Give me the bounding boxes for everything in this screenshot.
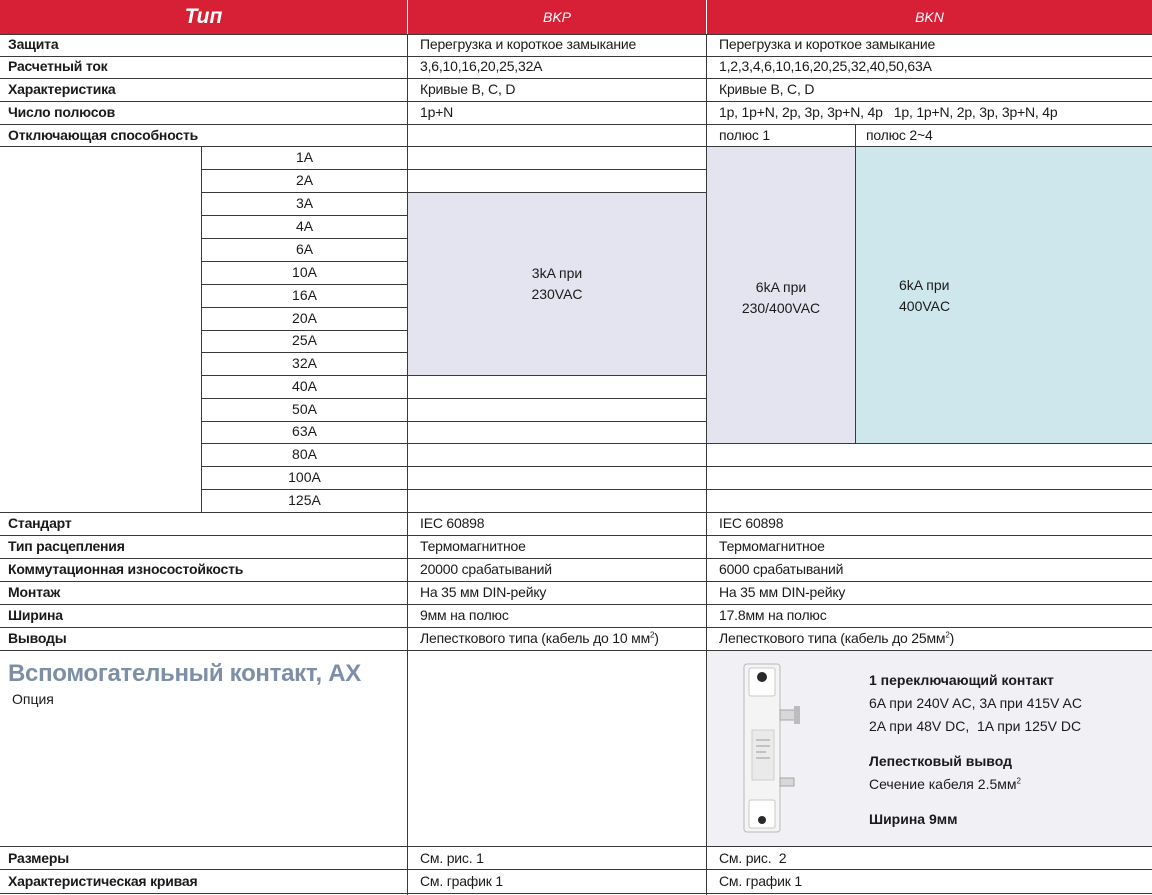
amp-label: 4A: [295, 218, 314, 234]
row-divider: [0, 869, 1152, 870]
amp-label: 2A: [295, 172, 314, 188]
header-type-label: Тип: [184, 5, 223, 28]
bkn-characteristic: Кривые B, C, D: [719, 81, 815, 97]
aux-line4: Лепестковый вывод: [869, 753, 1012, 769]
amp-label: 3A: [295, 195, 314, 211]
bkn-pole1-line1: 6kA при: [755, 279, 807, 295]
row-label-terminals: Выводы: [8, 630, 67, 646]
bkn-mounting: На 35 мм DIN-рейку: [719, 584, 846, 600]
aux-line5-sup: 2: [1016, 776, 1021, 786]
amp-label: 80A: [292, 446, 317, 462]
aux-line1: 1 переключающий контакт: [869, 672, 1054, 688]
row-label-standard: Стандарт: [8, 515, 72, 531]
row-divider: [201, 375, 707, 376]
row-label-rated-current: Расчетный ток: [8, 58, 108, 74]
bkn-terminals-close: ): [949, 630, 955, 646]
amp-label: 63A: [292, 423, 317, 439]
header-type-cell: [0, 0, 407, 34]
bkn-standard: IEC 60898: [719, 515, 784, 531]
bkp-mounting: На 35 мм DIN-рейку: [420, 584, 547, 600]
row-divider: [0, 34, 1152, 35]
col-divider: [407, 34, 408, 895]
row-label-protection: Защита: [8, 36, 59, 52]
row-divider: [201, 398, 707, 399]
row-divider: [201, 169, 707, 170]
amp-label: 100A: [288, 469, 321, 485]
row-divider: [201, 284, 408, 285]
bkn-pole2-line2: 400VAC: [899, 298, 951, 314]
amp-label: 10A: [292, 264, 317, 280]
aux-subtitle: Опция: [12, 691, 54, 707]
row-divider: [0, 893, 1152, 894]
bkp-terminals-sup: 2: [650, 630, 655, 640]
bkp-breaking-line1: 3kA при: [531, 265, 583, 281]
bkp-breaking-line2: 230VAC: [531, 286, 583, 302]
bkn-endurance: 6000 срабатываний: [719, 561, 844, 577]
row-label-breaking-capacity: Отключающая способность: [8, 127, 199, 143]
row-divider: [201, 489, 1152, 490]
row-label-trip-type: Тип расцепления: [8, 538, 125, 554]
row-divider: [201, 330, 408, 331]
bkp-characteristic: Кривые B, C, D: [420, 81, 516, 97]
row-divider: [201, 466, 1152, 467]
header-bkn-label: BKN: [915, 9, 944, 25]
header-bkp-cell: [408, 0, 706, 34]
aux-title: Вспомогательный контакт, AX: [8, 660, 361, 687]
bkp-curve: См. график 1: [420, 873, 503, 889]
header-divider: [706, 0, 707, 34]
row-label-characteristic: Характеристика: [8, 81, 116, 97]
bkp-dimensions: См. рис. 1: [420, 850, 484, 866]
bkn-pole2-breaking-value: [899, 275, 950, 317]
row-divider: [0, 846, 1152, 847]
row-divider: [201, 352, 408, 353]
header-bkp-label: BKP: [542, 9, 571, 25]
bkn-trip-type: Термомагнитное: [719, 538, 825, 554]
amp-label: 20A: [292, 310, 317, 326]
row-divider: [0, 146, 1152, 147]
row-divider: [0, 78, 1152, 79]
row-divider: [201, 238, 408, 239]
aux-line3: 2A при 48V DC, 1A при 125V DC: [869, 718, 1082, 734]
aux-contact-device-icon: [738, 660, 808, 836]
bkp-trip-type: Термомагнитное: [420, 538, 526, 554]
amp-label: 32A: [292, 355, 317, 371]
row-label-curve: Характеристическая кривая: [8, 873, 198, 889]
bkn-pole2-label: полюс 2~4: [866, 127, 933, 143]
row-divider: [201, 421, 707, 422]
bkn-poles: 1p, 1p+N, 2p, 3p, 3p+N, 4p 1p, 1p+N, 2p, 3p, 3p+N, 4p: [719, 104, 1058, 120]
bkp-terminals-text: Лепесткового типа (кабель до 10 мм: [420, 630, 651, 646]
aux-line5: [869, 776, 1021, 792]
row-divider: [0, 604, 1152, 605]
amp-label: 25A: [292, 332, 317, 348]
bkp-poles: 1p+N: [420, 104, 454, 120]
aux-line6: Ширина 9мм: [869, 811, 958, 827]
bkn-width: 17.8мм на полюс: [719, 607, 827, 623]
bkn-curve: См. график 1: [719, 873, 802, 889]
row-divider: [0, 535, 1152, 536]
bkn-dimensions: См. рис. 2: [719, 850, 787, 866]
bkp-terminals: [420, 630, 659, 646]
row-label-endurance: Коммутационная износостойкость: [8, 561, 244, 577]
row-divider: [0, 581, 1152, 582]
bkp-protection: Перегрузка и короткое замыкание: [420, 36, 637, 52]
row-label-mounting: Монтаж: [8, 584, 61, 600]
bkp-breaking-value: [408, 193, 706, 375]
amp-label: 125A: [288, 492, 321, 508]
bkn-protection: Перегрузка и короткое замыкание: [719, 36, 936, 52]
amp-label: 16A: [292, 287, 317, 303]
bkn-rated-current: 1,2,3,4,6,10,16,20,25,32,40,50,63A: [719, 58, 932, 74]
amp-label: 6A: [295, 241, 314, 257]
amp-label: 50A: [292, 401, 317, 417]
bkn-terminals-sup: 2: [945, 630, 950, 640]
row-divider: [0, 56, 1152, 57]
bkp-terminals-close: ): [654, 630, 659, 646]
row-label-width: Ширина: [8, 607, 63, 623]
aux-line2: 6A при 240V AC, 3A при 415V AC: [869, 695, 1082, 711]
row-label-poles: Число полюсов: [8, 104, 116, 120]
row-divider: [0, 124, 1152, 125]
row-divider: [0, 650, 1152, 651]
bkp-width: 9мм на полюс: [420, 607, 509, 623]
row-divider: [201, 261, 408, 262]
bkn-pole2-line1: 6kA при: [899, 277, 950, 293]
row-divider: [0, 627, 1152, 628]
row-divider: [0, 512, 1152, 513]
row-divider: [201, 307, 408, 308]
bkn-terminals-text: Лепесткового типа (кабель до 25мм: [719, 630, 946, 646]
bkn-terminals: [719, 630, 954, 646]
bkn-pole1-line2: 230/400VAC: [741, 300, 821, 316]
bkn-pole1-breaking-value: [707, 147, 855, 449]
row-divider: [0, 558, 1152, 559]
aux-line5-text: Сечение кабеля 2.5мм: [869, 776, 1017, 792]
row-divider: [201, 215, 408, 216]
row-label-dimensions: Размеры: [8, 850, 69, 866]
bkp-endurance: 20000 срабатываний: [420, 561, 552, 577]
bkp-rated-current: 3,6,10,16,20,25,32A: [420, 58, 543, 74]
amp-label: 40A: [292, 378, 317, 394]
bkp-standard: IEC 60898: [420, 515, 485, 531]
header-divider: [407, 0, 408, 34]
aux-contact-image: [738, 660, 808, 836]
col-divider: [855, 124, 856, 443]
row-divider: [0, 101, 1152, 102]
row-divider: [201, 443, 1152, 444]
amp-label: 1A: [295, 149, 314, 165]
bkn-pole1-label: полюс 1: [719, 127, 771, 143]
header-bkn-cell: [707, 0, 1152, 34]
